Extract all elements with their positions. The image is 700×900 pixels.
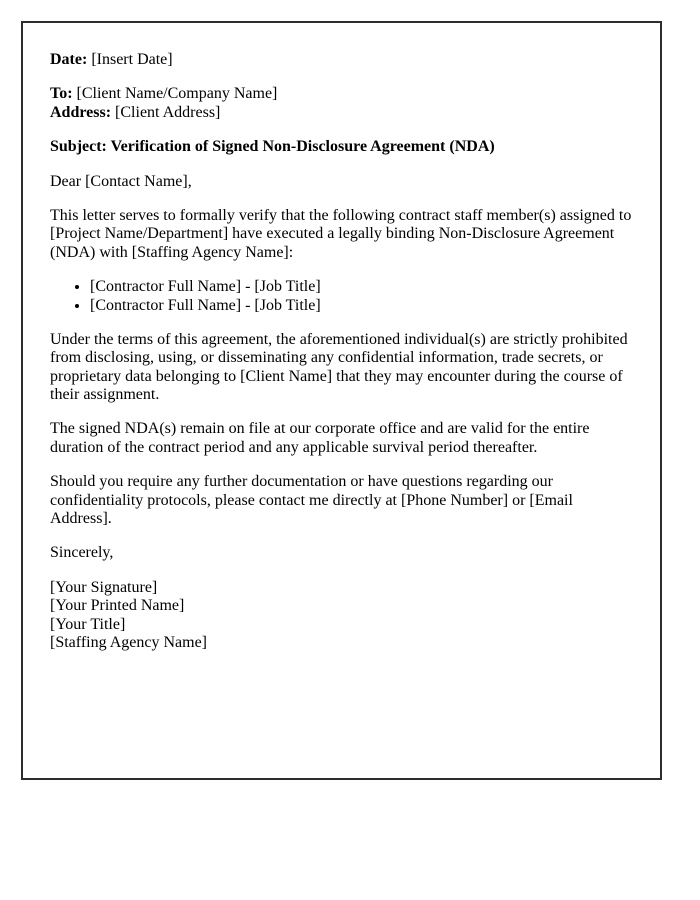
- signature-line: [Your Title]: [50, 615, 126, 633]
- closing: Sincerely,: [50, 544, 114, 562]
- subject-line: Subject: Verification of Signed Non-Disclosure Agreement (NDA): [50, 138, 495, 156]
- signature-line: [Your Printed Name]: [50, 597, 185, 615]
- paragraph-intro: This letter serves to formally verify that the following contract staff member(s) assigned to [Project Name/Department] have executed a legally binding Non-Disclosure Agreement (NDA) with [Staffing Agency Name]:: [50, 206, 632, 261]
- signature-line: [Staffing Agency Name]: [50, 633, 207, 651]
- to-label: To:: [50, 85, 73, 103]
- salutation: Dear [Contact Name],: [50, 172, 192, 190]
- signature-line: [Your Signature]: [50, 578, 158, 596]
- date-label: Date:: [50, 51, 88, 68]
- date-value: [Insert Date]: [91, 51, 173, 68]
- address-value: [Client Address]: [115, 103, 221, 121]
- signature-block: [50, 579, 634, 653]
- letter-container: [21, 21, 662, 780]
- paragraph-terms: Under the terms of this agreement, the aforementioned individual(s) are strictly prohibited from disclosing, using, or disseminating any confidential information, trade secrets, or proprietary data belonging to [Client Name] that they may encounter during the course of their assignment.: [50, 330, 628, 404]
- contractor-item: • [Contractor Full Name] - [Job Title]: [90, 297, 634, 315]
- paragraph-contact: Should you require any further documentation or have questions regarding our confidentiality protocols, please contact me directly at [Phone Number] or [Email Address].: [50, 473, 573, 528]
- recipient-block: [50, 85, 634, 122]
- paragraph-on-file: The signed NDA(s) remain on file at our corporate office and are valid for the entire duration of the contract period and any applicable survival period thereafter.: [50, 420, 590, 456]
- address-label: Address:: [50, 103, 112, 121]
- to-value: [Client Name/Company Name]: [76, 85, 278, 103]
- contractor-item: • [Contractor Full Name] - [Job Title]: [90, 278, 634, 296]
- date-line: [50, 51, 634, 69]
- contractor-list: [50, 278, 634, 315]
